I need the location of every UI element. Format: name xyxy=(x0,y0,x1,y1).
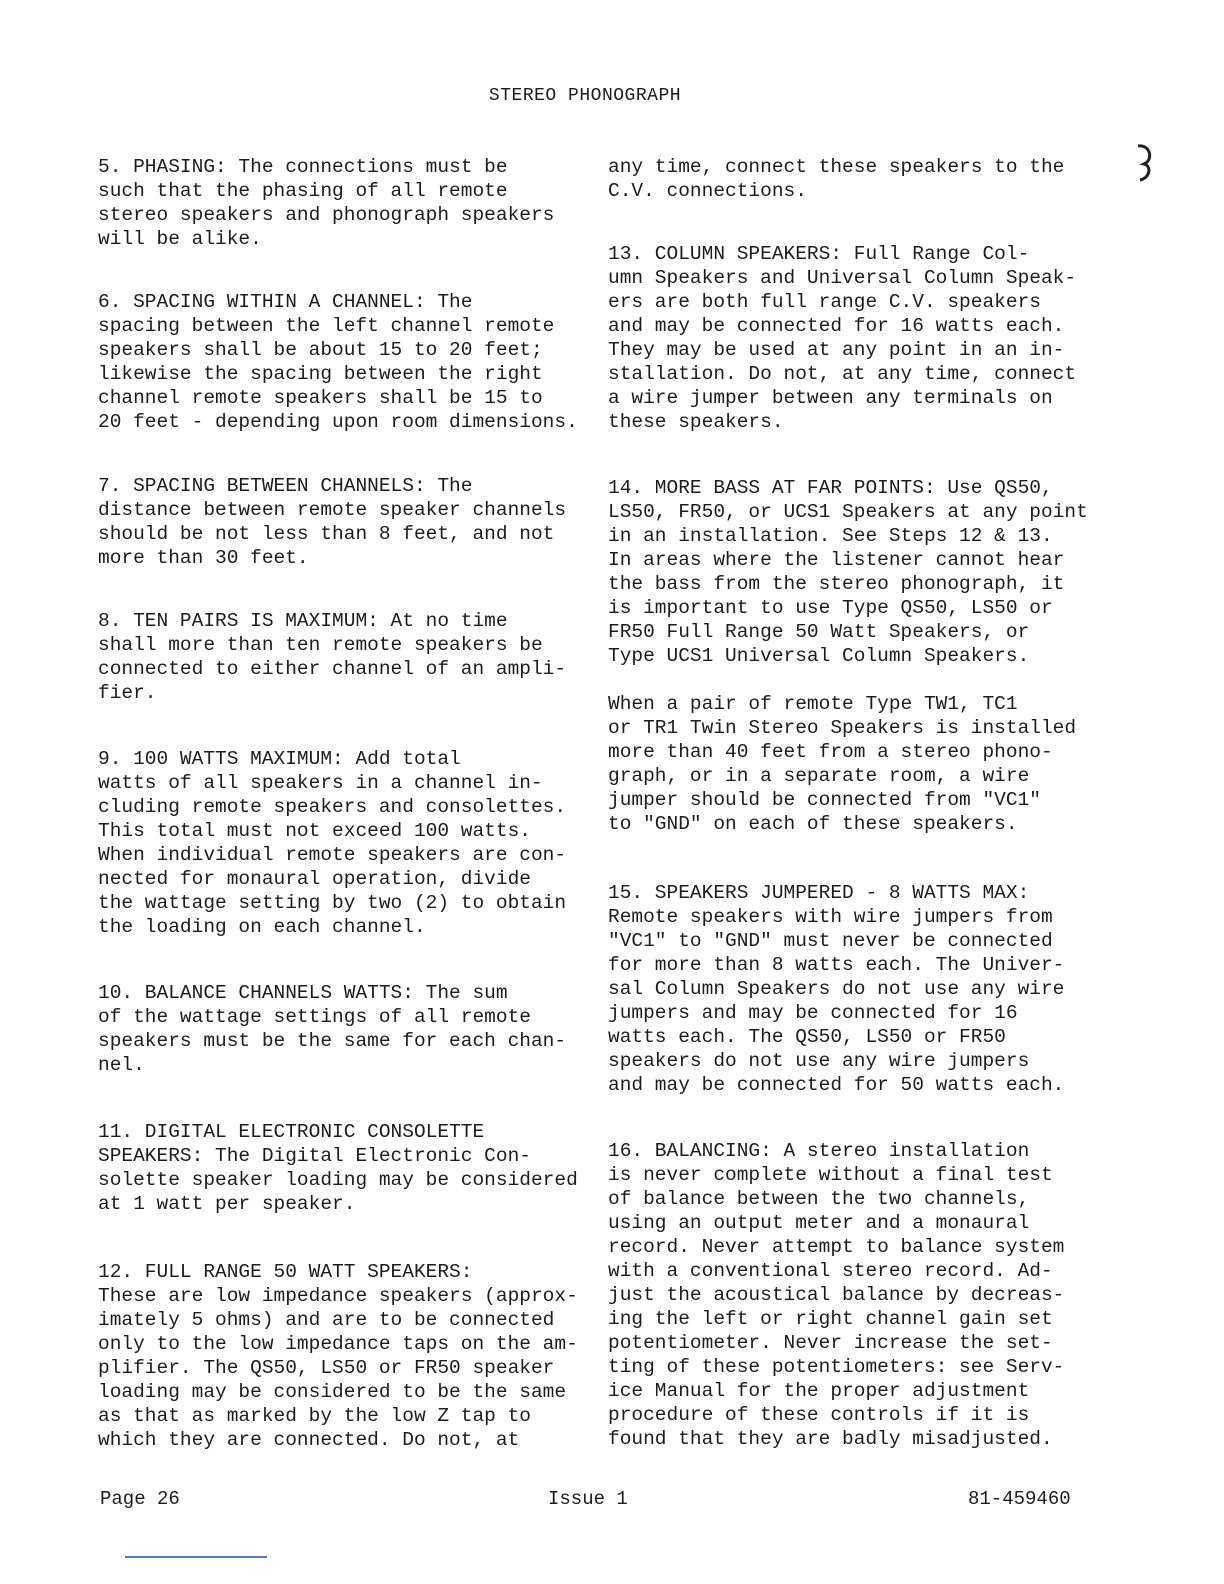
paragraph-15: 15. SPEAKERS JUMPERED - 8 WATTS MAX: Remote speakers with wire jumpers from "VC1" to "GND" must never be connected for more than 8 watts each. The Univer- sal Column Speakers do not use any wire jumpers and may be connected for 16 watts each. The QS50, LS50 or FR50 speakers do not use any wire jumpers and may be connected for 50 watts each. xyxy=(608,882,1065,1096)
paragraph-12-continued: any time, connect these speakers to the C.V. connections. xyxy=(608,156,1065,202)
paragraph-5: 5. PHASING: The connections must be such that the phasing of all remote stereo speakers and phonograph speakers will be alike. xyxy=(98,156,555,250)
paragraph-10: 10. BALANCE CHANNELS WATTS: The sum of the wattage settings of all remote speakers must be the same for each chan- nel. xyxy=(98,982,567,1076)
paragraph-6: 6. SPACING WITHIN A CHANNEL: The spacing between the left channel remote speakers shall be about 15 to 20 feet; likewise the spacing between the right channel remote speakers shall be 15 to 20 feet - depending upon room dimensions. xyxy=(98,291,578,433)
paragraph-9: 9. 100 WATTS MAXIMUM: Add total watts of all speakers in a channel in- cluding remote speakers and consolettes. This total must not exceed 100 watts. When individual remote speakers are con- nected for monaural operation, divide the wattage setting by two (2) to obtain the loading on each channel. xyxy=(98,748,567,938)
paragraph-8: 8. TEN PAIRS IS MAXIMUM: At no time shall more than ten remote speakers be connected to either channel of an ampli- fier. xyxy=(98,610,567,704)
paragraph-12: 12. FULL RANGE 50 WATT SPEAKERS: These are low impedance speakers (approx- imately 5 ohms) and are to be connected only to the low impedance taps on the am- plifier. The QS50, LS50 or FR50 speaker loading may be considered to be the same as that as marked by the low Z tap to which they are connected. Do not, at xyxy=(98,1261,578,1451)
issue-number: Issue 1 xyxy=(548,1488,628,1510)
paragraph-16: 16. BALANCING: A stereo installation is never complete without a final test of balance between the two channels, using an output meter and a monaural record. Never attempt to balance system with a conventional stereo record. Ad- just the acoustical balance by decreas- ing the left or right channel gain set potentiometer. Never increase the set- ting of these potentiometers: see Serv- ice Manual for the proper adjustment procedure of these controls if it is found that they are badly misadjusted. xyxy=(608,1140,1065,1450)
paragraph-11: 11. DIGITAL ELECTRONIC CONSOLETTE SPEAKERS: The Digital Electronic Con- solette speaker loading may be considered at 1 watt per speaker. xyxy=(98,1121,578,1215)
bottom-rule xyxy=(125,1556,267,1558)
page-title: STEREO PHONOGRAPH xyxy=(488,86,682,106)
document-number: 81-459460 xyxy=(968,1488,1071,1510)
paragraph-14b: When a pair of remote Type TW1, TC1 or TR1 Twin Stereo Speakers is installed more than 40 feet from a stereo phono- graph, or in a separate room, a wire jumper should be connected from "VC1" to "GND" on each of these speakers. xyxy=(608,693,1077,835)
paragraph-13: 13. COLUMN SPEAKERS: Full Range Col- umn Speakers and Universal Column Speak- ers are both full range C.V. speakers and may be connected for 16 watts each. They may be used at any point in an in- stallation. Do not, at any time, connect a wire jumper between any terminals on these speakers. xyxy=(608,243,1077,433)
paragraph-14: 14. MORE BASS AT FAR POINTS: Use QS50, LS50, FR50, or UCS1 Speakers at any point in an installation. See Steps 12 & 13. In areas where the listener cannot hear the bass from the stereo phonograph, it is important to use Type QS50, LS50 or FR50 Full Range 50 Watt Speakers, or Type UCS1 Universal Column Speakers. xyxy=(608,477,1088,667)
page-number: Page 26 xyxy=(100,1488,180,1510)
paragraph-7: 7. SPACING BETWEEN CHANNELS: The distance between remote speaker channels should be not less than 8 feet, and not more than 30 feet. xyxy=(98,475,567,569)
binder-hole-mark-icon xyxy=(1132,140,1158,184)
